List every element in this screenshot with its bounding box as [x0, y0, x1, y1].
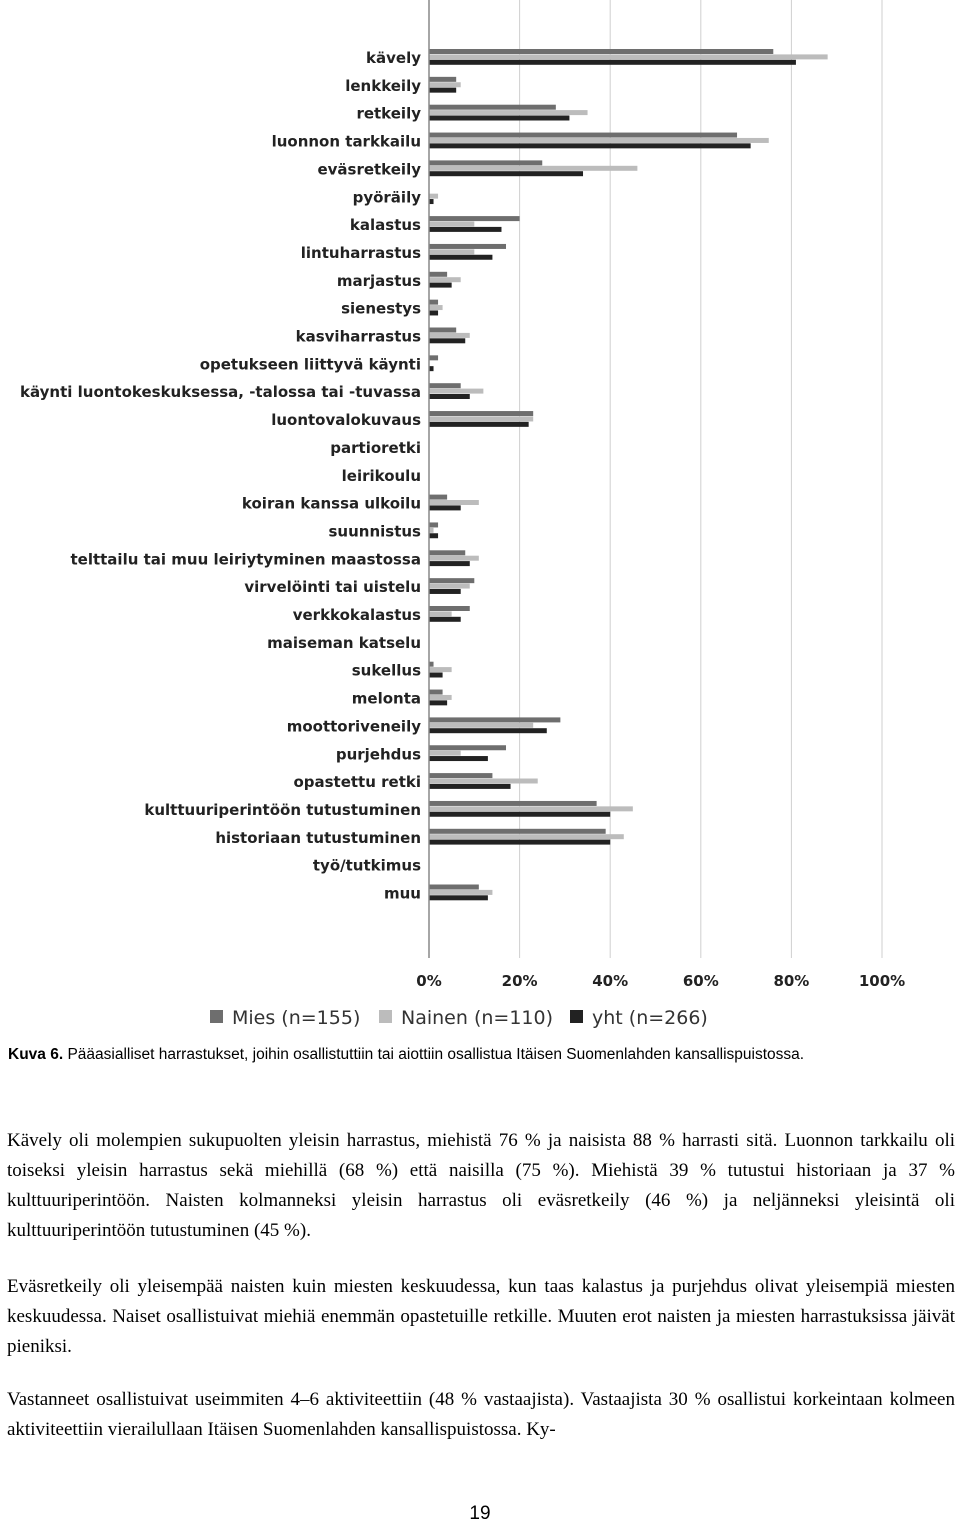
category-label: käynti luontokeskuksessa, -talossa tai -tuvassa [20, 383, 421, 402]
bar [429, 272, 447, 277]
body-paragraph-3: Vastanneet osallistuivat useimmiten 4–6 aktiviteettiin (48 % vastaajista). Vastaajista 30 % osallistui korkeintaan kolmeen aktiviteettiin vierailullaan Itäisen Suomenlahden kansallispuistossa. Ky- [7, 1389, 955, 1440]
bar [429, 840, 610, 845]
bar [429, 216, 520, 221]
bar [429, 690, 443, 695]
bar [429, 110, 588, 115]
bar [429, 533, 438, 538]
category-label: lintuharrastus [300, 243, 421, 262]
bar [429, 383, 461, 388]
category-label: purjehdus [335, 745, 421, 764]
category-label: koiran kanssa ulkoilu [241, 494, 421, 513]
x-tick-label: 0% [416, 972, 442, 990]
legend-swatch [570, 1010, 583, 1023]
bar [429, 550, 465, 555]
legend-label: Mies (n=155) [232, 1007, 361, 1029]
bars [429, 49, 828, 900]
bar [429, 255, 492, 260]
bar [429, 751, 461, 756]
bar [429, 166, 637, 171]
bar [429, 355, 438, 360]
bar [429, 82, 461, 87]
category-label: työ/tutkimus [312, 856, 421, 875]
bar [429, 422, 529, 427]
bar [429, 522, 438, 527]
legend-swatch [379, 1010, 392, 1023]
category-label: moottoriveneily [286, 717, 421, 736]
x-tick-label: 40% [592, 972, 629, 990]
category-label: virvelöinti tai uistelu [244, 578, 421, 597]
category-label: kalastus [349, 216, 421, 235]
bar [429, 416, 533, 421]
bar [429, 885, 479, 890]
bar [429, 394, 470, 399]
caption-text: Pääasialliset harrastukset, joihin osallistuttiin tai aiottiin osallistua Itäisen Suomenlahden kansallispuistossa. [63, 1046, 805, 1063]
bar [429, 756, 488, 761]
bar [429, 890, 492, 895]
category-label: suunnistus [328, 522, 421, 541]
bar [429, 773, 492, 778]
category-label: historiaan tutustuminen [215, 828, 421, 847]
category-label: verkkokalastus [292, 606, 421, 624]
category-label: sukellus [351, 661, 421, 680]
category-label: telttailu tai muu leiriytyminen maastossa [70, 550, 421, 569]
category-label: sienestys [341, 299, 421, 318]
x-axis-tick-labels [416, 972, 905, 990]
bar [429, 105, 556, 110]
bar [429, 728, 547, 733]
bar [429, 700, 447, 705]
bar [429, 116, 569, 121]
bar [429, 495, 447, 500]
category-label: lenkkeily [345, 76, 421, 95]
caption-label: Kuva 6. [8, 1046, 64, 1063]
bar [429, 160, 542, 165]
bar [429, 227, 501, 232]
bar [429, 277, 461, 282]
category-label: luontovalokuvaus [271, 411, 421, 430]
bar [429, 333, 470, 338]
bar [429, 338, 465, 343]
category-label: opetukseen liittyvä käynti [199, 355, 421, 374]
bar [429, 895, 488, 900]
bar [429, 194, 438, 199]
x-tick-label: 20% [501, 972, 538, 990]
figure-caption [8, 1046, 954, 1064]
bar [429, 561, 470, 566]
legend [210, 1007, 708, 1029]
bar [429, 834, 624, 839]
category-label: muu [384, 884, 421, 903]
bar [429, 611, 452, 616]
bar [429, 88, 456, 93]
bar [429, 300, 438, 305]
bar [429, 328, 456, 333]
bar [429, 133, 737, 138]
category-label: kävely [366, 49, 421, 67]
bar [429, 745, 506, 750]
bar [429, 77, 456, 82]
bar [429, 49, 773, 54]
bar [429, 143, 751, 148]
bar [429, 829, 606, 834]
category-label: pyöräily [352, 188, 421, 207]
bar [429, 60, 796, 65]
bar [429, 806, 633, 811]
x-tick-label: 60% [682, 972, 719, 990]
category-label: leirikoulu [341, 466, 421, 485]
bar [429, 500, 479, 505]
bar [429, 249, 474, 254]
category-label: melonta [351, 689, 421, 708]
bar [429, 667, 452, 672]
legend-swatch [210, 1010, 223, 1023]
page-number: 19 [469, 1503, 491, 1524]
bar [429, 784, 511, 789]
bar [429, 54, 828, 59]
bar [429, 673, 443, 678]
bar [429, 589, 461, 594]
legend-label: yht (n=266) [592, 1007, 708, 1029]
body-paragraph-1: Kävely oli molempien sukupuolten yleisin harrastus, miehistä 76 % ja naisista 88 % harrasti sitä. Luonnon tarkkailu oli toiseksi yleisin harrastus sekä miehillä (68 %) että naisilla (75 %). Miehistä 39 % tutustui historiaan ja 37 % kulttuuriperintöön. Naisten kolmanneksi yleisin harrastus oli eväsretkeily (46 %) ja neljänneksi yleisintä oli kulttuuriperintöön tutustuminen (45 %). [7, 1130, 955, 1241]
legend-label: Nainen (n=110) [401, 1007, 553, 1029]
bar [429, 244, 506, 249]
category-label: eväsretkeily [317, 160, 421, 179]
bar [429, 505, 461, 510]
bar [429, 411, 533, 416]
bar [429, 801, 597, 806]
bar [429, 222, 474, 227]
bar [429, 310, 438, 315]
bar [429, 556, 479, 561]
bar [429, 779, 538, 784]
bar [429, 617, 461, 622]
bar [429, 138, 769, 143]
category-label: kasviharrastus [295, 327, 421, 346]
category-labels [20, 49, 421, 903]
bar [429, 389, 483, 394]
bar [429, 578, 474, 583]
body-paragraph-2: Eväsretkeily oli yleisempää naisten kuin miesten keskuudessa, kun taas kalastus ja purjehdus olivat yleisempiä miesten keskuudessa. Naiset osallistuivat miehiä enemmän opastetuille retkille. Muuten erot naisten ja miesten harrastuksissa jäivät pieniksi. [7, 1276, 955, 1357]
bar [429, 171, 583, 176]
bar [429, 283, 452, 288]
category-label: maiseman katselu [267, 633, 421, 652]
x-tick-label: 100% [858, 972, 906, 990]
bar [429, 717, 560, 722]
category-label: opastettu retki [293, 773, 421, 792]
bar [429, 695, 452, 700]
category-label: retkeily [356, 104, 421, 123]
category-label: kulttuuriperintöön tutustuminen [144, 800, 421, 819]
bar [429, 584, 470, 589]
category-label: luonnon tarkkailu [271, 132, 421, 151]
bar [429, 723, 533, 728]
bar [429, 812, 610, 817]
category-label: marjastus [336, 271, 421, 290]
bar [429, 305, 443, 310]
category-label: partioretki [330, 438, 421, 457]
bar [429, 606, 470, 611]
x-tick-label: 80% [773, 972, 810, 990]
